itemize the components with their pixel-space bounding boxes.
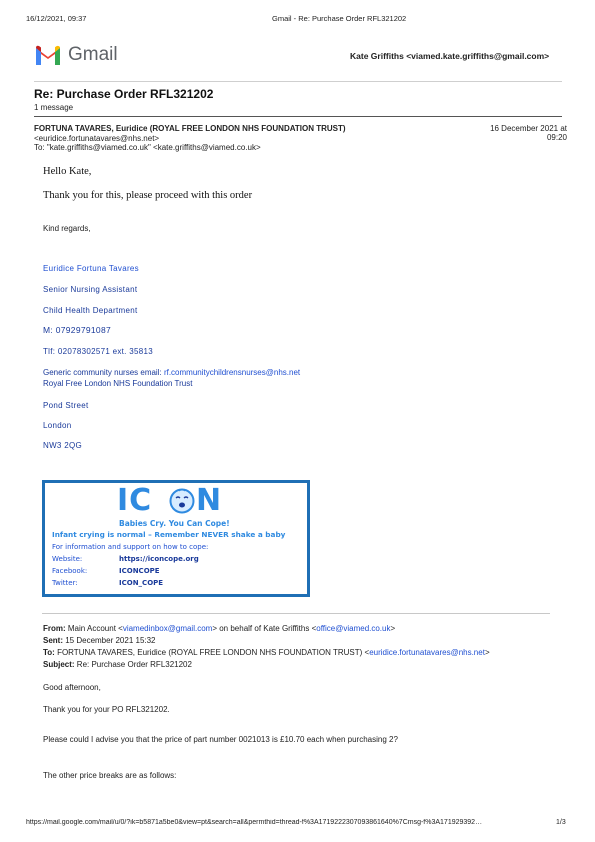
thread-subject: Re: Purchase Order RFL321202 xyxy=(34,87,214,101)
quoted-line2: Please could I advise you that the price of part number 0021013 is £10.70 each when purchasing 2? xyxy=(43,735,398,744)
signature-department: Child Health Department xyxy=(43,306,138,315)
quoted-greeting: Good afternoon, xyxy=(43,683,101,692)
quoted-from-email[interactable]: viamedinbox@gmail.com xyxy=(122,624,213,633)
message-date-line2: 09:20 xyxy=(546,133,567,142)
quoted-subject-value: Re: Purchase Order RFL321202 xyxy=(74,660,192,669)
quoted-from xyxy=(43,624,395,633)
print-page-number: 1/3 xyxy=(556,819,566,826)
banner-tagline: Babies Cry. You Can Cope! xyxy=(119,519,230,528)
signature-generic-email xyxy=(43,368,300,377)
quoted-to-email[interactable]: euridice.fortunatavares@nhs.net xyxy=(369,648,485,657)
banner-line1: Infant crying is normal – Remember NEVER shake a baby xyxy=(52,530,286,539)
icon-cope-banner[interactable] xyxy=(42,480,310,597)
closing: Kind regards, xyxy=(43,224,91,233)
signature-trust: Royal Free London NHS Foundation Trust xyxy=(43,379,193,388)
icon-logo-right: N xyxy=(196,483,222,518)
signature-role: Senior Nursing Assistant xyxy=(43,285,138,294)
generic-email-label: Generic community nurses email: xyxy=(43,368,164,377)
quoted-line1: Thank you for your PO RFL321202. xyxy=(43,705,170,714)
quoted-sent xyxy=(43,636,156,645)
recipient-line: To: "kate.griffiths@viamed.co.uk" <kate.griffiths@viamed.co.uk> xyxy=(34,143,261,152)
quoted-subject xyxy=(43,660,192,669)
gmail-m-icon xyxy=(34,44,62,65)
gmail-wordmark: Gmail xyxy=(68,44,118,65)
quoted-to-name: FORTUNA TAVARES, Euridice (ROYAL FREE LONDON NHS FOUNDATION TRUST) < xyxy=(54,648,370,657)
quoted-line3: The other price breaks are as follows: xyxy=(43,771,177,780)
message-date xyxy=(490,124,567,142)
sender-email[interactable]: <euridice.fortunatavares@nhs.net> xyxy=(34,134,160,143)
banner-website-value[interactable]: https://iconcope.org xyxy=(119,555,199,563)
quoted-to-end: > xyxy=(484,648,490,657)
generic-email-link[interactable]: rf.communitychildrensnurses@nhs.net xyxy=(163,368,301,377)
account-name: Kate Griffiths <viamed.kate.griffiths@gmail.com> xyxy=(350,51,550,61)
quoted-divider xyxy=(42,613,550,614)
quoted-sent-value: 15 December 2021 15:32 xyxy=(63,636,156,645)
quoted-from-email2[interactable]: office@viamed.co.uk xyxy=(316,624,391,633)
quoted-sent-label: Sent: xyxy=(43,636,63,645)
subject-divider xyxy=(34,116,562,117)
sender-name: FORTUNA TAVARES, Euridice (ROYAL FREE LONDON NHS FOUNDATION TRUST) xyxy=(34,124,346,133)
message-date-line1: 16 December 2021 at xyxy=(490,124,567,133)
quoted-from-end: > xyxy=(390,624,396,633)
signature-tel: Tlf: 02078302571 ext. 35813 xyxy=(43,347,153,356)
signature-mobile: M: 07929791087 xyxy=(43,325,112,335)
header-divider xyxy=(34,81,562,82)
print-datetime: 16/12/2021, 09:37 xyxy=(26,14,87,23)
greeting: Hello Kate, xyxy=(43,166,92,177)
body-text: Thank you for this, please proceed with this order xyxy=(43,190,253,201)
signature-postcode: NW3 2QG xyxy=(43,441,82,450)
quoted-from-label: From: xyxy=(43,624,66,633)
message-count: 1 message xyxy=(34,103,74,112)
signature-street: Pond Street xyxy=(43,401,89,410)
baby-face-icon xyxy=(169,488,195,514)
quoted-to-label: To: xyxy=(43,648,55,657)
signature-name: Euridice Fortuna Tavares xyxy=(43,264,139,273)
banner-facebook-label: Facebook: xyxy=(52,567,88,575)
banner-website-label: Website: xyxy=(52,555,83,563)
quoted-subject-label: Subject: xyxy=(43,660,75,669)
icon-logo-left: IC xyxy=(117,483,153,518)
print-page-title: Gmail - Re: Purchase Order RFL321202 xyxy=(272,14,407,23)
banner-facebook-value[interactable]: ICONCOPE xyxy=(119,567,160,575)
print-url: https://mail.google.com/mail/u/0/?ik=b5871a5be0&view=pt&search=all&permthid=thread-f%3A1719222307093861640%7Cmsg-f%3A171929392… xyxy=(26,819,483,826)
quoted-from-name: Main Account < xyxy=(65,624,123,633)
signature-city: London xyxy=(43,421,72,430)
banner-twitter-label: Twitter: xyxy=(52,579,78,587)
quoted-from-mid: > on behalf of Kate Griffiths < xyxy=(212,624,317,633)
quoted-to xyxy=(43,648,490,657)
banner-twitter-value[interactable]: ICON_COPE xyxy=(119,579,164,587)
banner-line2: For information and support on how to cope: xyxy=(52,543,209,551)
